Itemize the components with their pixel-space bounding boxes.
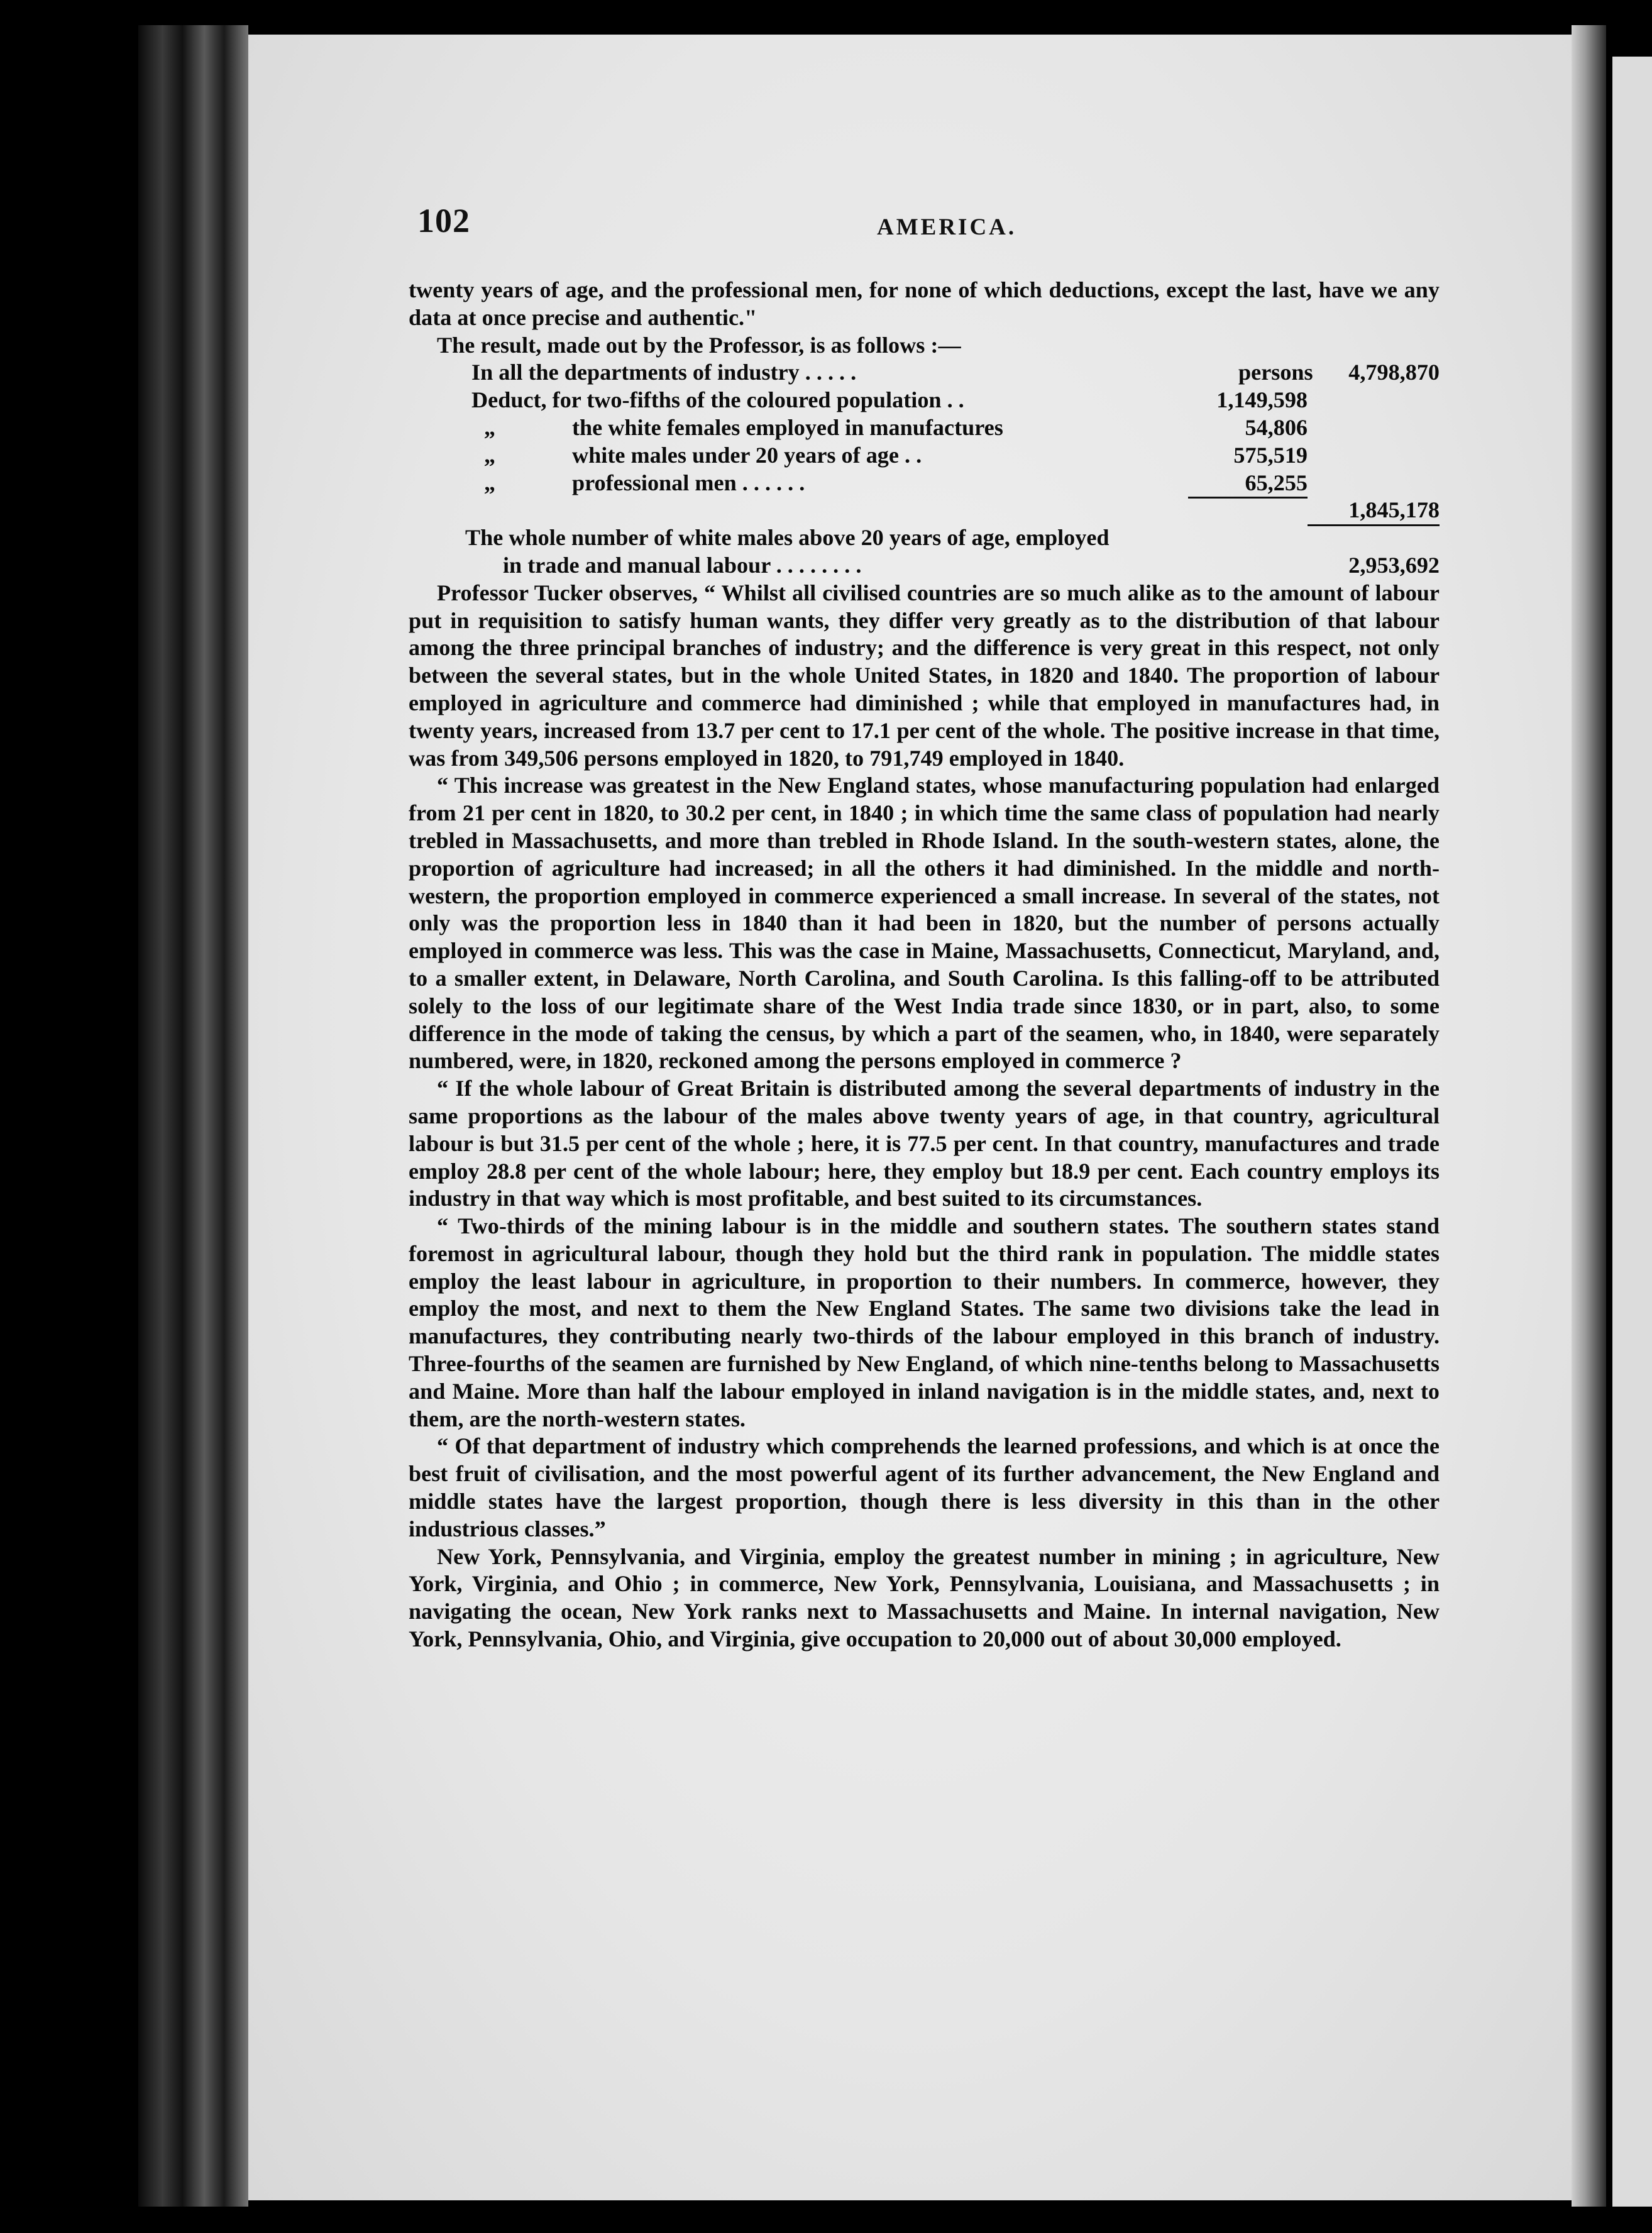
table-row [409,470,1440,497]
table-row [409,414,1440,442]
body-paragraph: New York, Pennsylvania, and Virginia, employ the greatest number in mining ; in agriculture, New York, Virginia, and Ohio ; in commerce, New York, Pennsylvania, Louisiana, and Massachusetts ; in navigating the ocean, New York ranks next to Massachusetts and Maine. In internal navigation, New York, Pennsylvania, Ohio, and Virginia, give occupation to 20,000 out of about 30,000 employed. [409,1543,1440,1652]
table-total-value: 2,953,692 [1348,552,1440,578]
ditto-mark: „ [484,470,496,495]
ditto-mark: „ [484,414,496,440]
ditto-mark: „ [484,442,496,468]
table-row-label: In all the departments of industry . . . . . [471,360,857,385]
body-paragraph: Professor Tucker observes, “ Whilst all civilised countries are so much alike as to the amount of labour put in requisition to satisfy human wants, they differ very greatly as to the distribution of that labour among the three principal branches of industry; and the difference is very great in this respect, not only between the several states, but in the whole United States, in 1820 and 1840. The proportion of labour employed in agriculture and commerce had diminished ; while that employed in manufactures had, in twenty years, increased from 13.7 per cent to 17.1 per cent of the whole. The positive increase in that time, was from 349,506 persons employed in 1820, to 791,749 employed in 1840. [409,580,1440,771]
table-row-unit: persons [1238,360,1313,385]
table-subtotal-row [409,497,1440,524]
running-head: AMERICA. [877,214,1017,240]
page-edge-shadow [1572,25,1606,2207]
table-row-value: 54,806 [1245,414,1308,440]
table-row-label: „ the white females employed in manufactures [409,414,1188,442]
table-total-label: The whole number of white males above 20 years of age, employed [465,525,1110,551]
page-body [409,277,1440,1653]
table-row-label: Deduct, for two-fifths of the coloured population . . [471,387,964,413]
table-total-row [409,552,1440,580]
book-spine [138,25,248,2207]
table-row-label: „ white males under 20 years of age . . [409,442,1188,470]
table-row [409,387,1440,414]
table-row-value: 4,798,870 [1348,360,1440,385]
table-total-row [409,524,1440,552]
table-row-value: 65,255 [1188,470,1308,499]
adjacent-page-sliver [1612,57,1652,2207]
body-paragraph: “ Two-thirds of the mining labour is in the middle and southern states. The southern states stand foremost in agricultural labour, though they hold but the third rank in population. The middle states employ the least labour in agriculture, in proportion to their numbers. In commerce, however, they employ the most, and next to them the New England States. The same two divisions take the lead in manufactures, they contributing nearly two-thirds of the labour employed in this branch of industry. Three-fourths of the seamen are furnished by New England, of which nine-tenths belong to Massachusetts and Maine. More than half the labour employed in inland navigation is in the middle states, and, next to them, are the north-western states. [409,1213,1440,1431]
table-row [409,442,1440,470]
labour-table [409,359,1440,579]
intro-paragraph: twenty years of age, and the professional men, for none of which deductions, except the last, have we any data at once precise and authentic." [409,277,1440,330]
page-number: 102 [417,202,470,240]
body-paragraph: “ If the whole labour of Great Britain is distributed among the several departments of industry in the same proportions as the labour of the males above twenty years of age, in that country, agricultural labour is but 31.5 per cent of the whole ; here, it is 77.5 per cent. In that country, manufactures and trade employ 28.8 per cent of the whole labour; here, they employ but 18.9 per cent. Each country employs its industry in that way which is most profitable, and best suited to its circumstances. [409,1076,1440,1211]
table-subtotal-value: 1,845,178 [1308,497,1440,526]
body-paragraph: “ Of that department of industry which comprehends the learned professions, and which is at once the best fruit of civilisation, and the most powerful agent of its further advancement, the New England and middle states have the largest proportion, though there is less diversity in this than in the other industrious classes.” [409,1433,1440,1541]
table-row [409,359,1440,387]
table-total-label: in trade and manual labour . . . . . . . . [503,552,862,578]
body-paragraph: “ This increase was greatest in the New England states, whose manufacturing population had enlarged from 21 per cent in 1820, to 30.2 per cent, in 1840 ; in which time the same class of population had nearly trebled in Massachusetts, and more than trebled in Rhode Island. In the south-western states, alone, the proportion of agriculture had increased; in all the others it had diminished. In the middle and north-western, the proportion employed in commerce experienced a small increase. In several of the states, not only was the proportion less in 1840 than it had been in 1820, but the number of persons actually employed in commerce was less. This was the case in Maine, Massachusetts, Connecticut, Maryland, and, to a smaller extent, in Delaware, North Carolina, and South Carolina. Is this falling-off to be attributed solely to the loss of our legitimate share of the West India trade since 1830, or in part, also, to some difference in the mode of taking the census, by which a part of the seamen, who, in 1840, were separately numbered, were, in 1820, reckoned among the persons employed in commerce ? [409,773,1440,1074]
table-row-value: 1,149,598 [1216,387,1308,413]
table-row-value: 575,519 [1233,442,1308,468]
table-row-label: „ professional men . . . . . . [409,470,1188,497]
intro-result-line: The result, made out by the Professor, is as follows :— [437,332,961,358]
